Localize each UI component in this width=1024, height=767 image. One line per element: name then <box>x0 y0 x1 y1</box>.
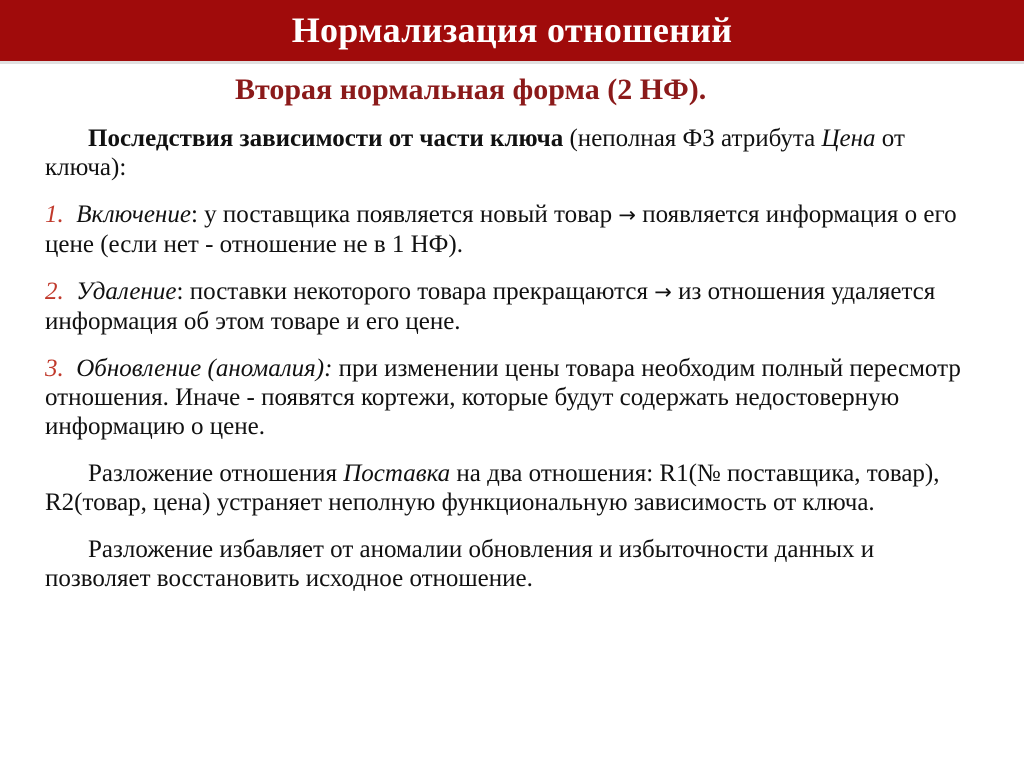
decomposition-paragraph <box>45 459 985 517</box>
list-item-text-1: при изменении цены товара необходим полный пересмотр отношения. Иначе - появятся кортежи, которые будут содержать недостоверную информацию о цене. <box>45 355 961 440</box>
header-bar <box>0 0 1024 64</box>
decomposition-text-2: на два отношения: R1(№ поставщика, товар), R2(товар, цена) устраняет неполную функциональную зависимость от ключа. <box>45 460 940 516</box>
slide-title: Нормализация отношений <box>291 10 733 50</box>
decomposition-text-1: Разложение отношения <box>88 460 344 487</box>
intro-italic-text: Цена <box>821 125 876 152</box>
list-item-deletion <box>45 277 985 336</box>
list-item-inclusion <box>45 200 985 259</box>
list-item-update <box>45 354 985 441</box>
list-item-number: 1. <box>45 201 64 228</box>
list-item-term: Удаление <box>76 278 177 305</box>
list-item-text-1: : у поставщика появляется новый товар <box>190 201 619 228</box>
list-item-number: 2. <box>45 278 64 305</box>
intro-text-2: от ключа): <box>45 125 905 181</box>
arrow-right-icon: → <box>654 280 672 304</box>
list-item-text-1: : поставки некоторого товара прекращаются <box>176 278 655 305</box>
list-item-term: Включение <box>76 201 191 228</box>
conclusion-paragraph: Разложение избавляет от аномалии обновления и избыточности данных и позволяет восстановить исходное отношение. <box>45 536 875 592</box>
list-item-term: Обновление (аномалия): <box>76 355 333 382</box>
list-item-number: 3. <box>45 355 64 382</box>
intro-bold-text: Последствия зависимости от части ключа <box>88 125 564 152</box>
list-item-text-2: появляется информация о его цене (если нет - отношение не в 1 НФ). <box>45 201 957 258</box>
slide-subtitle: Вторая нормальная форма (2 НФ). <box>235 73 707 106</box>
list-item-text-2: из отношения удаляется информация об этом товаре и его цене. <box>45 278 936 335</box>
decomposition-italic-text: Поставка <box>343 460 451 487</box>
arrow-right-icon: → <box>618 203 637 227</box>
intro-paragraph <box>45 124 985 182</box>
intro-text-1: (неполная ФЗ атрибута <box>563 125 822 152</box>
slide-content <box>45 124 985 611</box>
